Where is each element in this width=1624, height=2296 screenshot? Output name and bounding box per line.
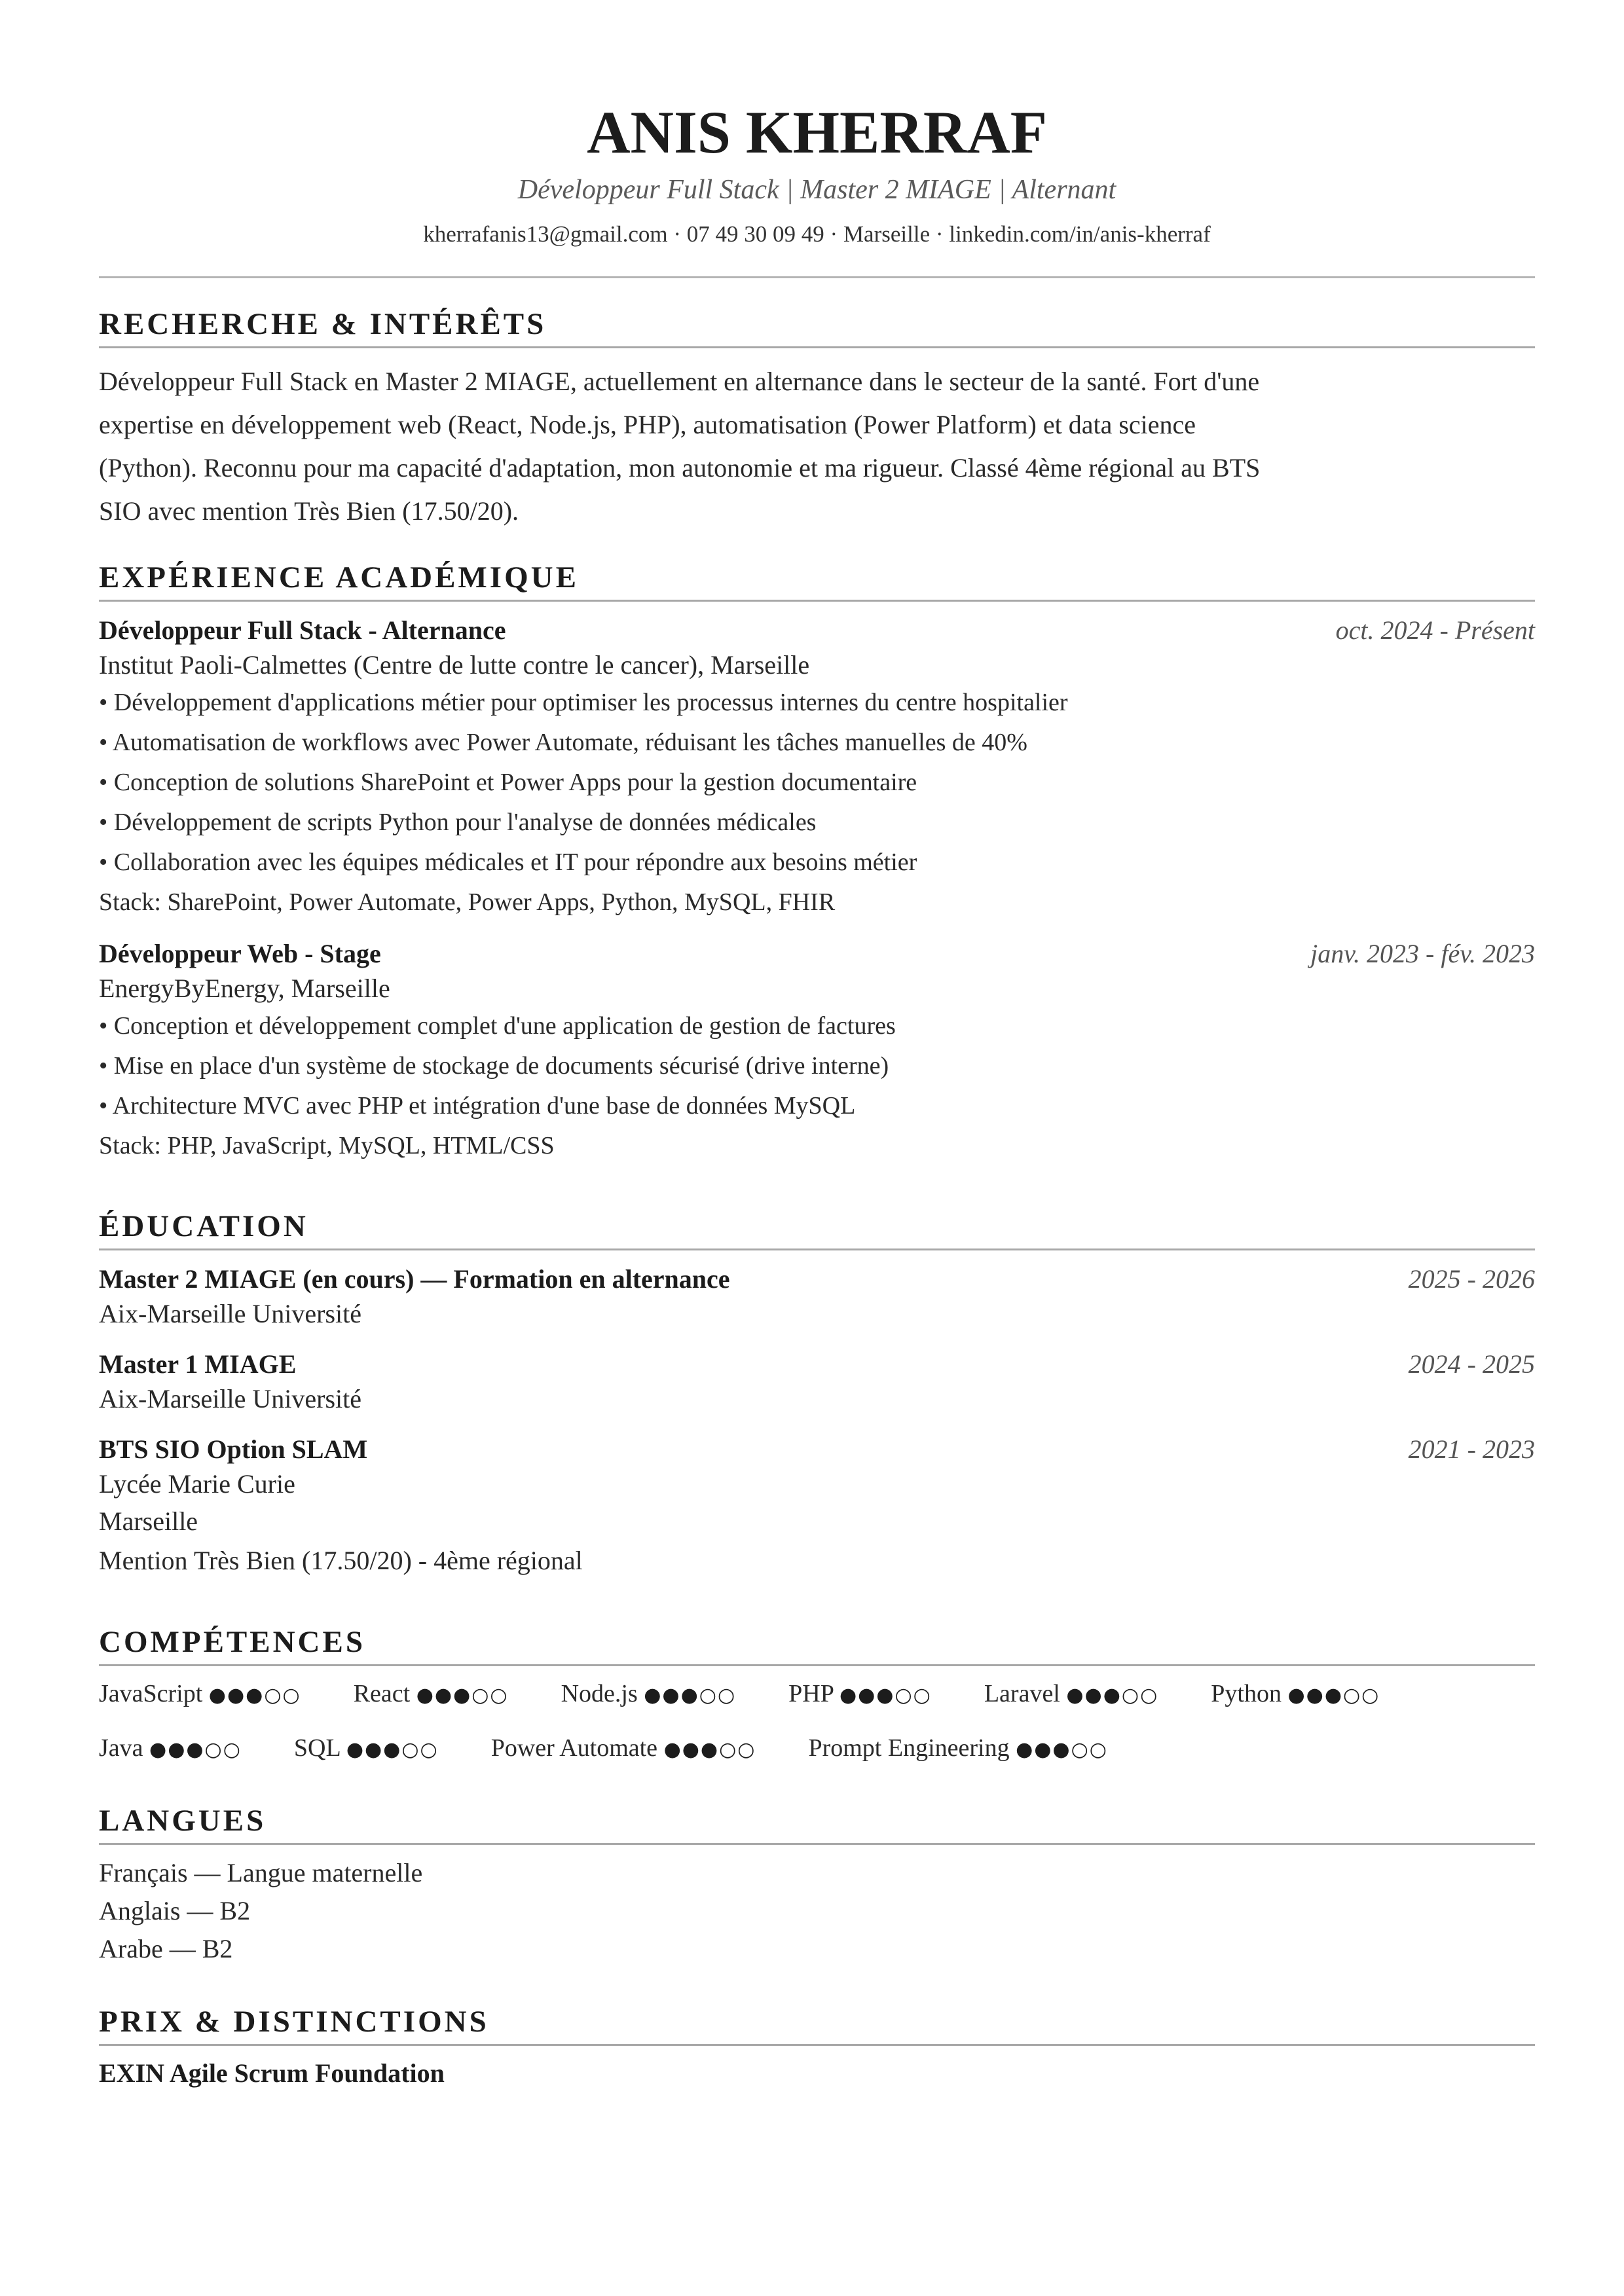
entry-bullet: • Conception et développement complet d'une application de gestion de factures (99, 1012, 896, 1040)
education-entry (99, 1347, 1535, 1417)
skills-row (99, 1722, 1535, 1776)
skill-level-dots: ●●●○○ (839, 1684, 932, 1707)
entry-degree: BTS SIO Option SLAM (99, 1434, 368, 1464)
section-title-experience: EXPÉRIENCE ACADÉMIQUE (99, 559, 1535, 602)
entry-note: Mention Très Bien (17.50/20) - 4ème régional (99, 1546, 583, 1575)
experience-entry (99, 613, 1535, 922)
skill-name: Power Automate (490, 1734, 658, 1762)
entry-date: 2024 - 2025 (1408, 1349, 1535, 1379)
skill-level-dots: ●●●○○ (1287, 1684, 1380, 1707)
entry-bullet: • Automatisation de workflows avec Power Automate, réduisant les tâches manuelles de 40% (99, 729, 1027, 756)
section-awards (99, 2003, 1535, 2090)
entry-bullet: • Architecture MVC avec PHP et intégration d'une base de données MySQL (99, 1092, 856, 1120)
skill-level-dots: ●●●○○ (644, 1684, 737, 1707)
skill-level-dots: ●●●○○ (1066, 1684, 1159, 1707)
skill-level-dots: ●●●○○ (149, 1738, 242, 1761)
entry-bullet: • Collaboration avec les équipes médicales et IT pour répondre aux besoins métier (99, 848, 917, 876)
skills-row (99, 1667, 1535, 1722)
skill-item (1211, 1667, 1380, 1722)
skill-level-dots: ●●●○○ (346, 1738, 439, 1761)
entry-city: Marseille (99, 1506, 198, 1536)
language-item: Français — Langue maternelle (99, 1858, 423, 1887)
summary-line: SIO avec mention Très Bien (17.50/20). (99, 496, 519, 526)
resume-page (99, 0, 1535, 2090)
header-divider (99, 276, 1535, 278)
language-item: Anglais — B2 (99, 1896, 251, 1925)
skill-item (99, 1667, 301, 1722)
skill-name: Python (1211, 1680, 1282, 1707)
skill-level-dots: ●●●○○ (416, 1684, 509, 1707)
skill-item (99, 1722, 242, 1776)
entry-school: Aix-Marseille Université (99, 1299, 361, 1328)
entry-date: 2025 - 2026 (1408, 1264, 1535, 1294)
entry-bullet: • Développement de scripts Python pour l'analyse de données médicales (99, 809, 817, 836)
entry-stack: Stack: PHP, JavaScript, MySQL, HTML/CSS (99, 1132, 555, 1159)
section-title-languages: LANGUES (99, 1802, 1535, 1845)
entry-date: 2021 - 2023 (1408, 1434, 1535, 1464)
entry-bullet: • Mise en place d'un système de stockage de documents sécurisé (drive interne) (99, 1052, 889, 1080)
entry-school: Lycée Marie Curie (99, 1469, 295, 1499)
skill-name: React (353, 1680, 411, 1707)
section-education (99, 1208, 1535, 1580)
skill-level-dots: ●●●○○ (1016, 1738, 1108, 1761)
section-title-research: RECHERCHE & INTÉRÊTS (99, 306, 1535, 348)
skill-item (808, 1722, 1108, 1776)
skill-item (491, 1722, 756, 1776)
section-title-skills: COMPÉTENCES (99, 1624, 1535, 1666)
research-summary (99, 360, 1402, 533)
skill-item (788, 1667, 932, 1722)
skill-item (561, 1667, 737, 1722)
skill-name: JavaScript (99, 1680, 203, 1707)
skill-level-dots: ●●●○○ (663, 1738, 756, 1761)
entry-school: Aix-Marseille Université (99, 1384, 361, 1413)
entry-date: janv. 2023 - fév. 2023 (1310, 939, 1535, 968)
candidate-subtitle: Développeur Full Stack | Master 2 MIAGE | Alternant (517, 175, 1116, 205)
experience-entry (99, 937, 1535, 1166)
skill-item (294, 1722, 439, 1776)
entry-organization: EnergyByEnergy, Marseille (99, 974, 390, 1003)
section-title-awards: PRIX & DISTINCTIONS (99, 2003, 1535, 2046)
entry-degree: Master 2 MIAGE (en cours) — Formation en alternance (99, 1264, 730, 1294)
skill-item (984, 1667, 1158, 1722)
summary-line: (Python). Reconnu pour ma capacité d'adaptation, mon autonomie et ma rigueur. Classé 4ème régional au BTS (99, 453, 1261, 483)
candidate-name: ANIS KHERRAF (587, 99, 1047, 166)
section-research (99, 306, 1535, 533)
skill-level-dots: ●●●○○ (208, 1684, 301, 1707)
skill-name: PHP (788, 1680, 834, 1707)
education-entry (99, 1432, 1535, 1580)
skill-name: Laravel (984, 1680, 1060, 1707)
entry-date: oct. 2024 - Présent (1335, 615, 1535, 645)
resume-header (99, 0, 1535, 278)
section-title-education: ÉDUCATION (99, 1208, 1535, 1250)
section-experience (99, 559, 1535, 1166)
entry-bullet: • Conception de solutions SharePoint et Power Apps pour la gestion documentaire (99, 769, 917, 796)
skill-name: Prompt Engineering (808, 1734, 1010, 1762)
summary-line: Développeur Full Stack en Master 2 MIAGE, actuellement en alternance dans le secteur de la santé. Fort d'une (99, 367, 1260, 396)
language-item: Arabe — B2 (99, 1934, 233, 1963)
award-item: EXIN Agile Scrum Foundation (99, 2058, 445, 2088)
entry-bullet: • Développement d'applications métier pour optimiser les processus internes du centre hospitalier (99, 689, 1068, 716)
summary-line: expertise en développement web (React, Node.js, PHP), automatisation (Power Platform) et data science (99, 410, 1196, 439)
section-languages (99, 1802, 1535, 1968)
entry-organization: Institut Paoli-Calmettes (Centre de lutte contre le cancer), Marseille (99, 650, 810, 680)
education-entry (99, 1262, 1535, 1332)
skill-item (354, 1667, 509, 1722)
section-skills (99, 1624, 1535, 1776)
skill-name: Java (99, 1734, 143, 1762)
contact-line: kherrafanis13@gmail.com · 07 49 30 09 49 · Marseille · linkedin.com/in/anis-kherraf (423, 221, 1211, 247)
skill-name: Node.js (561, 1680, 638, 1707)
skill-name: SQL (293, 1734, 341, 1762)
entry-role: Développeur Full Stack - Alternance (99, 615, 506, 645)
entry-stack: Stack: SharePoint, Power Automate, Power Apps, Python, MySQL, FHIR (99, 888, 836, 916)
entry-role: Développeur Web - Stage (99, 939, 381, 968)
entry-degree: Master 1 MIAGE (99, 1349, 297, 1379)
